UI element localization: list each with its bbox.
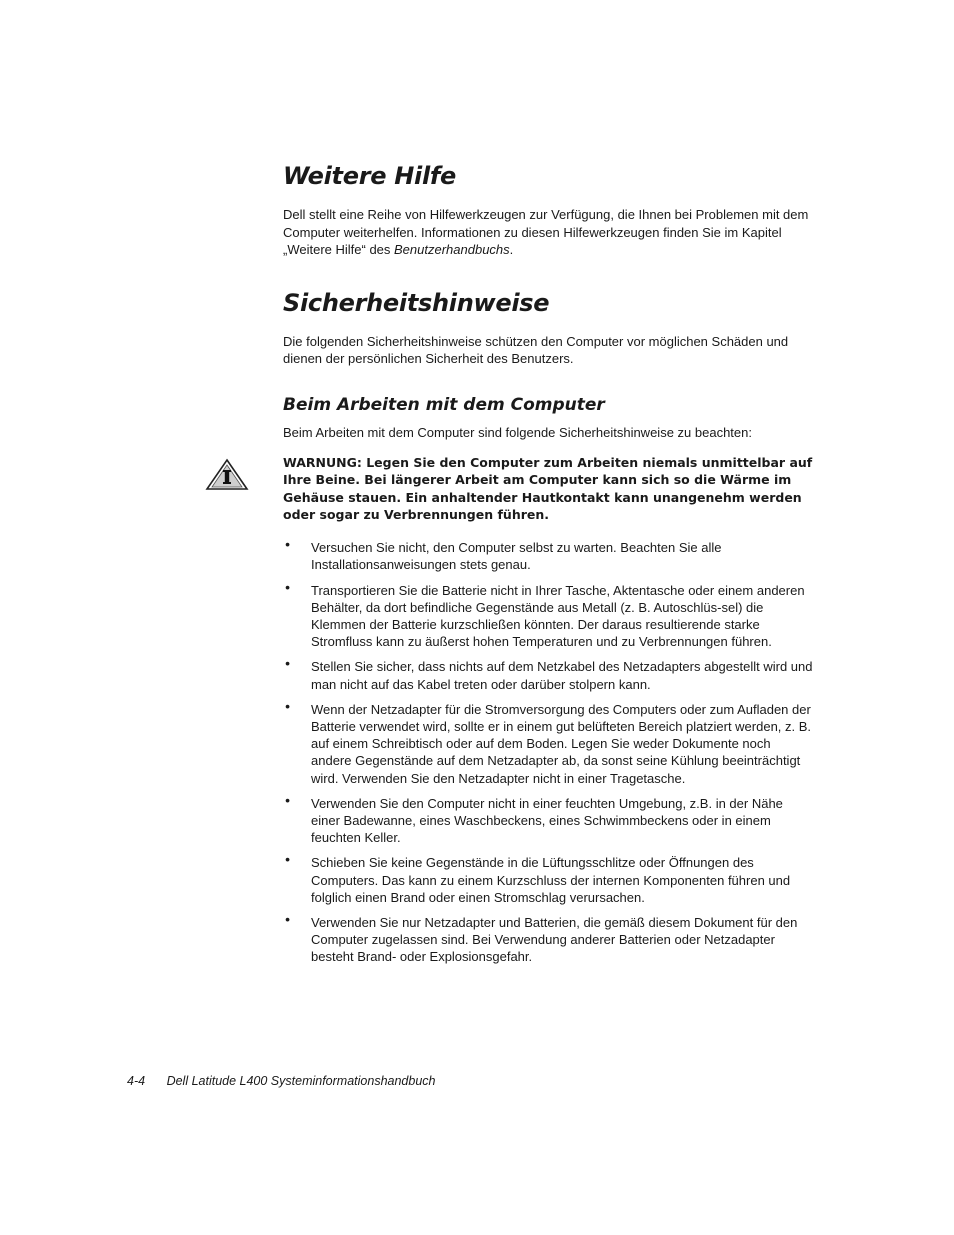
list-item: • Wenn der Netzadapter für die Stromversorgung des Computers oder zum Aufladen der Batterie verwendet wird, sollte er in einem gut belüfteten Bereich platziert werden, z. B. auf einem Schreibtisch oder auf dem Boden. Legen Sie weder Dokumente noch andere Gegenstände auf dem Netzadapter ab, da sonst seine Kühlung beeinträchtigt wird. Verwenden Sie den Netzadapter nicht in einer Tragetasche. [285, 697, 812, 786]
weitere-hilfe-paragraph: Dell stellt eine Reihe von Hilfewerkzeugen zur Verfügung, die Ihnen bei Problemen mit dem Computer weiterhelfen. Informationen zu diesen Hilfewerkzeugen finden Sie im Kapitel „Weitere Hilfe“ des Benutzerhandbuchs. [283, 207, 809, 257]
bullet-icon: • [285, 536, 290, 553]
safety-bullet-list [283, 536, 813, 965]
list-item: • Verwenden Sie nur Netzadapter und Batterien, die gemäß diesem Dokument für den Computer zugelassen sind. Bei Verwendung anderer Batterien oder Netzadapter besteht Brand- oder Explosionsgefahr. [285, 911, 798, 965]
warning-block [283, 454, 813, 523]
page-content [283, 158, 813, 974]
footer-doc-title: Dell Latitude L400 Systeminformationshandbuch [166, 1074, 436, 1088]
warning-text: WARNUNG: Legen Sie den Computer zum Arbeiten niemals unmittelbar auf Ihre Beine. Bei längerer Arbeit am Computer kann sich so die Wärme im Gehäuse stauen. Ein anhaltender Hautkontakt kann unangenehm werden oder sogar zu Verbrennungen führen. [283, 455, 813, 522]
bullet-icon: • [285, 655, 290, 672]
subsection-title: Beim Arbeiten mit dem Computer [283, 394, 605, 415]
subsection-intro: Beim Arbeiten mit dem Computer sind folgende Sicherheitshinweise zu beachten: [283, 424, 752, 440]
page-footer [127, 1074, 435, 1088]
bullet-icon: • [285, 851, 290, 868]
list-item: • Versuchen Sie nicht, den Computer selbst zu warten. Beachten Sie alle Installationsanweisungen stets genau. [285, 536, 722, 573]
bullet-icon: • [285, 791, 290, 808]
manual-name: Benutzerhandbuchs [394, 242, 510, 257]
sicherheitshinweise-paragraph: Die folgenden Sicherheitshinweise schützen den Computer vor möglichen Schäden und dienen der persönlichen Sicherheit des Benutzers. [283, 333, 789, 366]
section-title-sicherheitshinweise: Sicherheitshinweise [283, 288, 550, 317]
list-item: • Transportieren Sie die Batterie nicht in Ihrer Tasche, Aktentasche oder einem anderen Behälter, da dort befindliche Gegenstände aus Metall (z. B. Autoschlüs-sel) die Klemmen der Batterie kurzschließen könnten. Der daraus resultierende starke Stromfluss kann zu äußerst hohen Temperaturen und zu Verbrennungen führen. [285, 578, 805, 650]
bullet-icon: • [285, 697, 290, 714]
section-title-weitere-hilfe: Weitere Hilfe [283, 162, 457, 190]
warning-triangle-icon [205, 458, 249, 492]
list-item: • Stellen Sie sicher, dass nichts auf dem Netzkabel des Netzadapters abgestellt wird und man nicht auf das Kabel treten oder darüber stolpern kann. [285, 655, 813, 692]
list-item: • Verwenden Sie den Computer nicht in einer feuchten Umgebung, z.B. in der Nähe einer Badewanne, eines Waschbeckens, eines Schwimmbeckens oder in einem feuchten Keller. [285, 791, 783, 846]
list-item: • Schieben Sie keine Gegenstände in die Lüftungsschlitze oder Öffnungen des Computers. Das kann zu einem Kurzschluss der internen Komponenten führen und folglich einen Brand oder einen Stromschlag verursachen. [285, 851, 791, 905]
bullet-icon: • [285, 578, 290, 595]
page-number: 4-4 [127, 1074, 146, 1088]
bullet-icon: • [285, 911, 290, 928]
